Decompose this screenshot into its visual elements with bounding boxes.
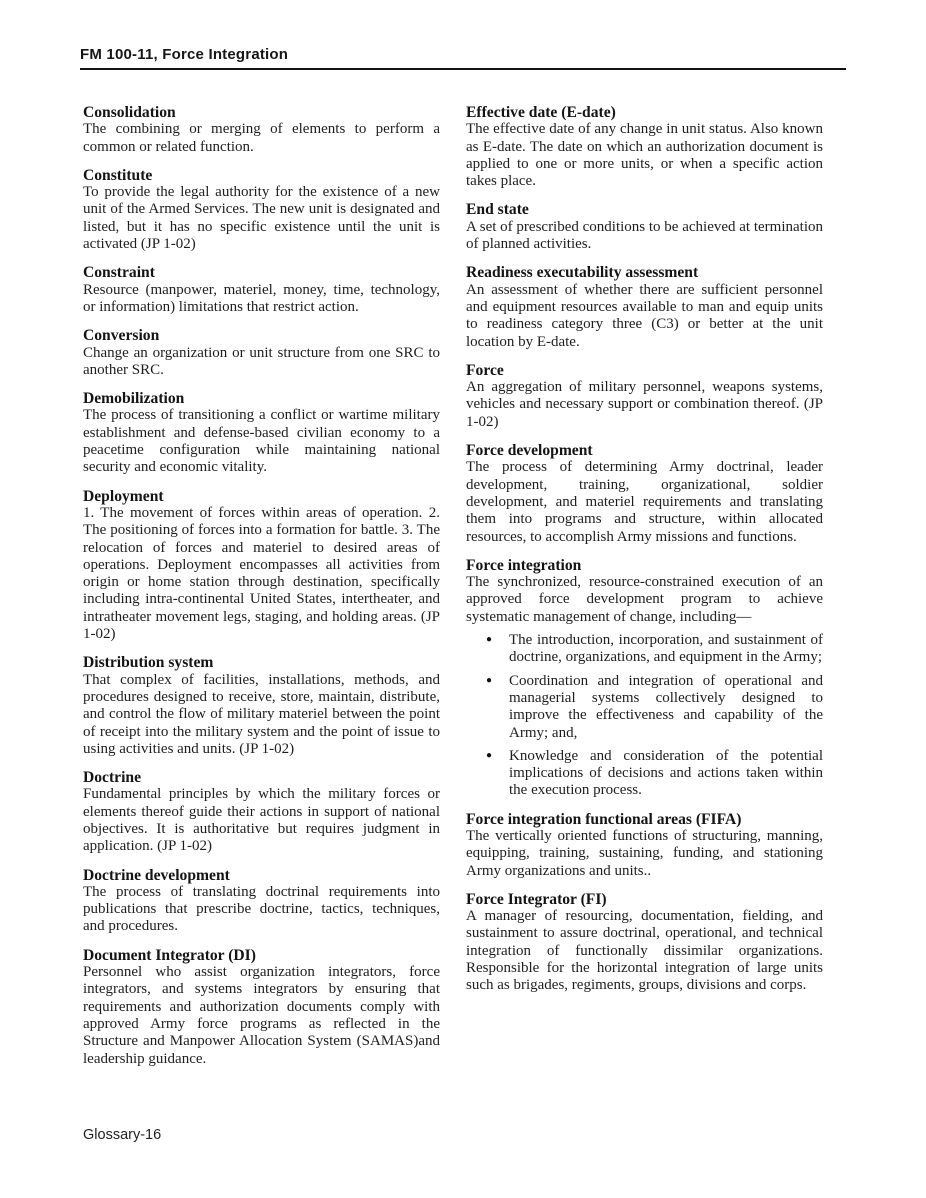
glossary-entry [466,891,823,995]
glossary-entry [83,327,440,379]
glossary-term: Force integration [466,556,582,574]
glossary-column-left [83,104,440,1079]
glossary-column-right [466,104,823,1079]
glossary-entry [83,264,440,316]
glossary-definition: An aggregation of military personnel, weapons systems, vehicles and necessary support or combination thereof. (JP 1-02) [466,379,823,430]
glossary-definition: The process of translating doctrinal requirements into publications that prescribe doctrine, tactics, techniques, and procedures. [83,883,440,935]
bullet-item: ● Knowledge and consideration of the potential implications of decisions and actions taken within the execution process. [466,748,823,800]
glossary-term: Distribution system [83,654,214,672]
glossary-definition: The combining or merging of elements to perform a common or related function. [83,121,440,155]
glossary-term: End state [466,201,529,219]
glossary-definition: Change an organization or unit structure from one SRC to another SRC. [83,344,440,378]
glossary-term: Force integration functional areas (FIFA) [466,810,742,828]
glossary-term: Readiness executability assessment [466,264,699,282]
glossary-term: Force Integrator (FI) [466,890,607,908]
glossary-entry [83,104,440,156]
bullet-list [466,632,823,800]
glossary-term: Force development [466,442,593,460]
glossary-term: Effective date (E-date) [466,104,616,121]
glossary-term: Doctrine [83,769,142,787]
glossary-entry [466,104,823,190]
glossary-term: Force [466,361,504,379]
footer-page-label: Glossary-16 [83,1127,162,1143]
glossary-entry [83,390,440,476]
bullet-item: ● Coordination and integration of operational and managerial systems collectively designed to improve the effectiveness and capability of the Army; and, [466,673,823,742]
glossary-entry [466,811,823,880]
glossary-definition: Fundamental principles by which the military forces or elements thereof guide their actions in support of national objectives. It is authoritative but requires judgment in application. (JP 1-02) [83,786,440,855]
glossary-term: Deployment [83,487,164,505]
page-header [80,46,846,70]
glossary-definition: Resource (manpower, materiel, money, time, technology, or information) limitations that restrict action. [83,281,440,315]
glossary-entry [83,947,440,1068]
glossary-term: Doctrine development [83,866,230,884]
glossary-term: Constraint [83,264,155,282]
glossary-entry [466,557,823,800]
glossary-entry [83,867,440,936]
glossary-entry [83,488,440,644]
glossary-definition: A manager of resourcing, documentation, fielding, and sustainment to assure doctrinal, operational, and technical integration of functionally dissimilar organizations. Responsible for the horizontal integration of large units such as brigades, regiments, groups, divisions and corps. [466,908,823,994]
glossary-term: Consolidation [83,104,176,121]
glossary-definition: The process of determining Army doctrinal, leader development, training, organizational, soldier development, and materiel requirements and translating them into programs and structure, within allocated resources, to accomplish Army missions and functions. [466,459,823,545]
page-footer [83,1127,161,1143]
glossary-term: Conversion [83,327,160,345]
bullet-item: ● The introduction, incorporation, and sustainment of doctrine, organizations, and equipment in the Army; [466,632,823,667]
glossary-definition: The vertically oriented functions of structuring, manning, equipping, training, sustaining, funding, and stationing Army organizations and units.. [466,827,823,879]
glossary-entry [83,654,440,758]
glossary-definition: That complex of facilities, installations, methods, and procedures designed to receive, store, maintain, distribute, and control the flow of military materiel between the point of receipt into the military system and the point of issue to using activities and units. (JP 1-02) [83,671,440,757]
glossary-entry [466,362,823,431]
glossary-entry [83,167,440,253]
glossary-entry [83,769,440,855]
glossary-term: Document Integrator (DI) [83,946,256,964]
glossary-definition: Personnel who assist organization integrators, force integrators, and systems integrators by ensuring that requirements and authorization documents comply with approved Army force programs as reflected in the Structure and Manpower Allocation System (SAMAS)and leadership guidance. [83,964,440,1067]
glossary-entry [466,442,823,546]
glossary-definition: The process of transitioning a conflict or wartime military establishment and defense-based civilian economy to a peacetime configuration while maintaining national security and economic vitality. [83,407,440,476]
glossary-definition: To provide the legal authority for the existence of a new unit of the Armed Services. The new unit is designated and listed, but it has no specific existence until the unit is activated (JP 1-02) [83,184,440,253]
glossary-columns [83,104,823,1079]
glossary-definition: A set of prescribed conditions to be achieved at termination of planned activities. [466,218,823,253]
glossary-definition: 1. The movement of forces within areas of operation. 2. The positioning of forces into a formation for battle. 3. The relocation of forces and materiel to desired areas of operations. Deployment encompasses all activities from origin or home station through destination, specifically including intra-continental United States, intertheater, and intratheater movement legs, staging, and holding areas. (JP 1-02) [83,504,440,643]
glossary-entry [466,201,823,253]
glossary-term: Demobilization [83,390,185,408]
glossary-definition: The effective date of any change in unit status. Also known as E-date. The date on which an authorization document is applied to one or more units, or when a specific action takes place. [466,121,823,190]
glossary-definition: The synchronized, resource-constrained execution of an approved force development program to achieve systematic management of change, including— [466,574,823,625]
header-title: FM 100-11, Force Integration [80,46,289,63]
glossary-definition: An assessment of whether there are sufficient personnel and equipment resources available to man and equip units to readiness category three (C3) or better at the unit location by E-date. [466,281,823,350]
glossary-entry [466,264,823,350]
glossary-term: Constitute [83,166,153,184]
